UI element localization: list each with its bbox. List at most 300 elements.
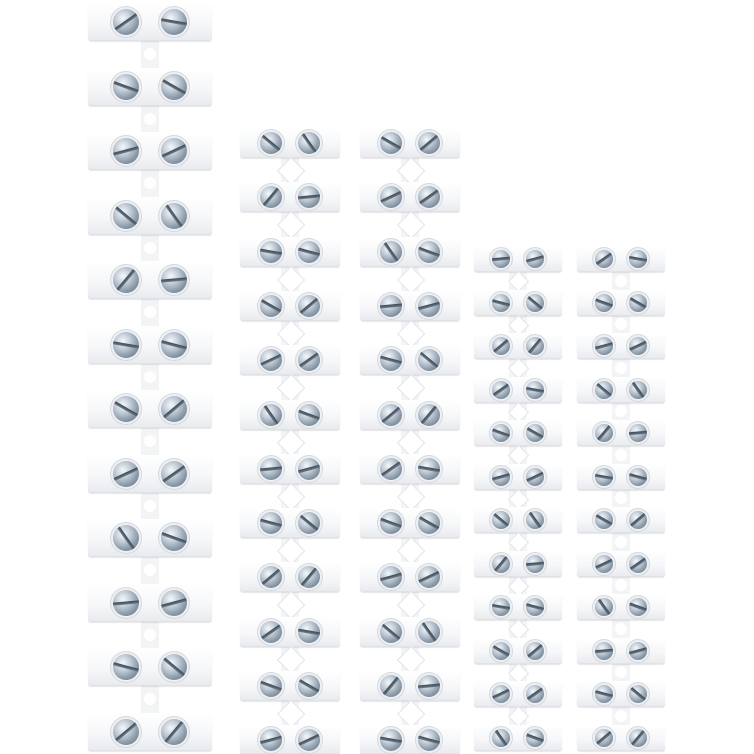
screw-icon — [161, 590, 187, 616]
screw-slot — [299, 297, 319, 315]
screw-icon — [629, 729, 647, 747]
screw-icon — [418, 621, 440, 643]
screw-slot — [298, 679, 320, 694]
screw-icon — [526, 468, 544, 486]
terminal-block — [474, 594, 562, 620]
terminal-block — [360, 454, 460, 484]
screw-slot — [260, 519, 282, 528]
screw-slot — [493, 555, 508, 572]
screw-slot — [298, 247, 320, 256]
terminal-block — [360, 237, 460, 267]
screw-slot — [298, 464, 320, 473]
screw-icon — [298, 675, 320, 697]
terminal-block — [360, 128, 460, 158]
terminal-block — [88, 648, 212, 686]
screw-icon — [298, 621, 320, 643]
screw-icon — [526, 381, 544, 399]
screw-slot — [300, 567, 318, 587]
terminal-block — [240, 291, 340, 321]
screw-icon — [629, 555, 647, 573]
screw-icon — [380, 404, 402, 426]
terminal-block — [577, 681, 665, 707]
screw-icon — [418, 512, 440, 534]
screw-icon — [260, 566, 282, 588]
screw-slot — [383, 241, 399, 263]
screw-icon — [298, 566, 320, 588]
screw-icon — [161, 332, 187, 358]
screw-slot — [595, 473, 613, 479]
terminal-block — [360, 291, 460, 321]
screw-icon — [380, 675, 402, 697]
screw-icon — [113, 74, 139, 100]
screw-icon — [260, 458, 282, 480]
screw-slot — [418, 736, 440, 745]
screw-icon — [260, 512, 282, 534]
screw-slot — [116, 268, 137, 292]
screw-slot — [629, 602, 647, 612]
screw-icon — [260, 675, 282, 697]
screw-icon — [380, 729, 402, 751]
connector-hole — [615, 710, 627, 722]
screw-slot — [261, 134, 281, 152]
screw-slot — [526, 687, 544, 701]
screw-slot — [629, 256, 647, 262]
terminal-block — [240, 725, 340, 754]
screw-slot — [629, 431, 647, 436]
screw-icon — [492, 468, 510, 486]
screw-icon — [492, 511, 510, 529]
screw-slot — [162, 399, 186, 420]
screw-slot — [164, 720, 185, 744]
screw-icon — [492, 294, 510, 312]
screw-icon — [629, 511, 647, 529]
screw-icon — [526, 294, 544, 312]
screw-icon — [298, 512, 320, 534]
terminal-block — [88, 261, 212, 299]
terminal-block — [88, 584, 212, 622]
screw-slot — [161, 464, 186, 483]
screw-icon — [161, 461, 187, 487]
screw-icon — [418, 132, 440, 154]
screw-slot — [260, 680, 282, 691]
screw-slot — [595, 690, 613, 698]
screw-slot — [492, 604, 510, 610]
terminal-block — [577, 594, 665, 620]
screw-slot — [597, 598, 611, 616]
connector-hole — [615, 449, 627, 461]
connector-hole — [144, 629, 156, 641]
screw-icon — [526, 337, 544, 355]
screw-icon — [260, 186, 282, 208]
screw-icon — [113, 654, 139, 680]
terminal-block — [240, 454, 340, 484]
screw-slot — [382, 676, 400, 696]
screw-icon — [298, 349, 320, 371]
screw-slot — [301, 132, 317, 154]
terminal-block — [577, 290, 665, 316]
screw-icon — [161, 203, 187, 229]
screw-icon — [492, 337, 510, 355]
screw-slot — [418, 301, 440, 310]
screw-slot — [630, 729, 645, 746]
screw-icon — [161, 654, 187, 680]
screw-icon — [526, 685, 544, 703]
screw-slot — [596, 424, 611, 441]
screw-slot — [298, 352, 320, 368]
screw-slot — [629, 646, 647, 654]
screw-icon — [526, 598, 544, 616]
screw-icon — [298, 241, 320, 263]
screw-icon — [113, 461, 139, 487]
screw-slot — [418, 683, 440, 688]
screw-icon — [260, 295, 282, 317]
screw-slot — [595, 648, 613, 653]
screw-icon — [595, 685, 613, 703]
connector-hole — [144, 113, 156, 125]
screw-icon — [298, 186, 320, 208]
terminal-block — [577, 507, 665, 533]
screw-icon — [298, 295, 320, 317]
screw-slot — [595, 514, 613, 526]
screw-slot — [380, 191, 402, 204]
screw-slot — [298, 195, 320, 200]
screw-slot — [380, 573, 402, 582]
screw-icon — [492, 642, 510, 660]
screw-icon — [161, 267, 187, 293]
terminal-block — [360, 617, 460, 647]
screw-slot — [260, 466, 282, 471]
terminal-block — [474, 507, 562, 533]
screw-icon — [260, 132, 282, 154]
terminal-block — [474, 725, 562, 751]
screw-icon — [380, 349, 402, 371]
terminal-block — [577, 333, 665, 359]
screw-slot — [262, 187, 280, 207]
terminal-block — [474, 551, 562, 577]
screw-icon — [418, 349, 440, 371]
screw-slot — [161, 339, 187, 349]
screw-slot — [595, 342, 613, 350]
terminal-block — [577, 551, 665, 577]
screw-slot — [380, 737, 402, 744]
screw-slot — [263, 404, 279, 426]
screw-slot — [260, 299, 282, 314]
screw-slot — [492, 383, 510, 397]
screw-icon — [113, 138, 139, 164]
terminal-block — [240, 182, 340, 212]
screw-icon — [113, 267, 139, 293]
screw-slot — [492, 257, 510, 262]
screw-slot — [381, 623, 401, 641]
screw-icon — [629, 685, 647, 703]
screw-icon — [492, 685, 510, 703]
screw-slot — [528, 511, 542, 529]
connector-hole — [615, 536, 627, 548]
screw-icon — [595, 729, 613, 747]
screw-icon — [418, 241, 440, 263]
screw-slot — [113, 401, 139, 418]
terminal-block — [360, 725, 460, 754]
screw-slot — [113, 600, 139, 605]
screw-slot — [418, 571, 440, 584]
screw-icon — [113, 719, 139, 745]
screw-slot — [420, 404, 438, 424]
screw-slot — [260, 248, 282, 255]
terminal-block — [474, 420, 562, 446]
screw-slot — [113, 466, 139, 481]
screw-icon — [113, 9, 139, 35]
screw-icon — [595, 424, 613, 442]
screw-slot — [161, 144, 187, 159]
screw-slot — [526, 386, 544, 392]
screw-slot — [629, 340, 647, 351]
screw-icon — [113, 203, 139, 229]
screw-icon — [380, 186, 402, 208]
screw-icon — [629, 468, 647, 486]
screw-icon — [380, 512, 402, 534]
screw-slot — [526, 733, 544, 743]
screw-icon — [380, 132, 402, 154]
screw-slot — [380, 356, 402, 365]
connector-hole — [144, 500, 156, 512]
screw-slot — [114, 205, 138, 226]
screw-icon — [629, 294, 647, 312]
connector-hole — [615, 275, 627, 287]
screw-slot — [260, 736, 282, 745]
terminal-block — [577, 377, 665, 403]
terminal-block — [88, 519, 212, 557]
screw-slot — [418, 246, 440, 257]
terminal-block — [240, 562, 340, 592]
screw-slot — [418, 465, 440, 472]
screw-icon — [161, 74, 187, 100]
screw-icon — [595, 511, 613, 529]
screw-icon — [260, 349, 282, 371]
screw-icon — [418, 458, 440, 480]
screw-icon — [418, 186, 440, 208]
screw-slot — [117, 525, 136, 550]
screw-slot — [162, 657, 186, 678]
connector-hole — [615, 362, 627, 374]
screw-icon — [161, 396, 187, 422]
screw-slot — [629, 686, 646, 701]
screw-icon — [629, 381, 647, 399]
screw-icon — [298, 729, 320, 751]
screw-icon — [595, 294, 613, 312]
terminal-block — [474, 246, 562, 272]
screw-slot — [113, 13, 138, 32]
screw-icon — [380, 458, 402, 480]
screw-icon — [380, 566, 402, 588]
terminal-block — [240, 508, 340, 538]
screw-icon — [418, 404, 440, 426]
screw-slot — [526, 643, 543, 658]
screw-slot — [629, 557, 647, 571]
terminal-block — [240, 400, 340, 430]
screw-icon — [298, 458, 320, 480]
screw-slot — [381, 406, 401, 424]
terminal-block — [577, 246, 665, 272]
screw-icon — [595, 250, 613, 268]
screw-slot — [298, 409, 320, 420]
connector-hole — [144, 371, 156, 383]
screw-icon — [298, 132, 320, 154]
screw-icon — [526, 424, 544, 442]
screw-slot — [161, 78, 187, 95]
screw-icon — [526, 729, 544, 747]
terminal-block — [240, 617, 340, 647]
screw-slot — [492, 338, 509, 353]
screw-slot — [595, 252, 613, 266]
screw-slot — [526, 427, 544, 439]
screw-slot — [629, 296, 647, 308]
screw-slot — [419, 134, 439, 152]
screw-icon — [380, 241, 402, 263]
screw-slot — [165, 203, 184, 228]
screw-slot — [492, 688, 510, 699]
screw-slot — [526, 603, 544, 611]
screw-icon — [492, 555, 510, 573]
screw-icon — [492, 381, 510, 399]
screw-icon — [380, 621, 402, 643]
screw-slot — [526, 471, 544, 482]
screw-slot — [161, 532, 187, 545]
screw-icon — [595, 555, 613, 573]
screw-slot — [526, 561, 544, 566]
terminal-block — [360, 508, 460, 538]
screw-slot — [161, 597, 187, 607]
screw-icon — [418, 729, 440, 751]
terminal-block — [577, 464, 665, 490]
screw-slot — [418, 189, 440, 205]
terminal-block — [360, 562, 460, 592]
screw-slot — [492, 512, 509, 527]
screw-slot — [380, 518, 402, 529]
screw-icon — [161, 525, 187, 551]
screw-icon — [380, 295, 402, 317]
screw-icon — [595, 642, 613, 660]
screw-icon — [595, 381, 613, 399]
screw-slot — [595, 382, 612, 397]
screw-slot — [260, 624, 282, 640]
terminal-block — [240, 128, 340, 158]
screw-icon — [526, 511, 544, 529]
screw-slot — [492, 472, 510, 480]
screw-icon — [161, 719, 187, 745]
screw-icon — [418, 295, 440, 317]
terminal-block — [360, 345, 460, 375]
screw-slot — [526, 295, 543, 310]
terminal-block — [474, 464, 562, 490]
screw-icon — [629, 598, 647, 616]
screw-icon — [260, 241, 282, 263]
terminal-block — [88, 455, 212, 493]
screw-slot — [421, 621, 437, 643]
terminal-block — [474, 638, 562, 664]
screw-slot — [419, 351, 439, 369]
screw-icon — [526, 642, 544, 660]
screw-slot — [595, 730, 612, 745]
screw-icon — [595, 598, 613, 616]
screw-slot — [492, 298, 510, 306]
screw-icon — [526, 555, 544, 573]
screw-icon — [298, 404, 320, 426]
screw-icon — [260, 404, 282, 426]
screw-icon — [492, 250, 510, 268]
screw-icon — [161, 138, 187, 164]
terminal-block — [240, 671, 340, 701]
screw-slot — [527, 337, 542, 354]
screw-slot — [380, 136, 402, 151]
screw-slot — [492, 428, 510, 438]
screw-slot — [492, 644, 510, 656]
screw-icon — [113, 525, 139, 551]
screw-icon — [629, 337, 647, 355]
screw-icon — [629, 424, 647, 442]
screw-slot — [113, 662, 139, 672]
screw-slot — [629, 512, 646, 527]
terminal-block — [240, 345, 340, 375]
screw-icon — [629, 642, 647, 660]
screw-slot — [113, 146, 139, 156]
terminal-block — [360, 182, 460, 212]
terminal-block — [360, 400, 460, 430]
screw-slot — [298, 734, 320, 747]
screw-slot — [299, 514, 319, 532]
screw-slot — [161, 18, 187, 26]
terminal-block — [474, 377, 562, 403]
terminal-block — [88, 132, 212, 170]
terminal-block — [474, 681, 562, 707]
screw-icon — [492, 424, 510, 442]
screw-icon — [492, 729, 510, 747]
screw-slot — [261, 568, 281, 586]
screw-slot — [113, 80, 139, 93]
terminal-block — [577, 725, 665, 751]
screw-slot — [595, 298, 613, 308]
terminal-block — [88, 713, 212, 751]
terminal-block — [88, 326, 212, 364]
connector-hole — [615, 623, 627, 635]
terminal-block — [577, 420, 665, 446]
terminal-block — [577, 638, 665, 664]
screw-slot — [380, 303, 402, 308]
screw-icon — [161, 9, 187, 35]
screw-icon — [113, 590, 139, 616]
screw-slot — [298, 628, 320, 635]
screw-icon — [260, 729, 282, 751]
terminal-block — [240, 237, 340, 267]
screw-slot — [494, 729, 508, 747]
screw-icon — [526, 250, 544, 268]
screw-slot — [113, 341, 139, 349]
screw-icon — [418, 566, 440, 588]
screw-slot — [114, 721, 138, 742]
terminal-block — [88, 68, 212, 106]
screw-icon — [595, 468, 613, 486]
screw-slot — [380, 461, 402, 477]
screw-slot — [418, 516, 440, 531]
screw-icon — [418, 675, 440, 697]
terminal-block — [88, 390, 212, 428]
screw-slot — [161, 277, 187, 282]
screw-slot — [526, 255, 544, 263]
screw-icon — [113, 332, 139, 358]
screw-slot — [260, 354, 282, 367]
terminal-block — [88, 197, 212, 235]
screw-icon — [492, 598, 510, 616]
terminal-block — [474, 333, 562, 359]
